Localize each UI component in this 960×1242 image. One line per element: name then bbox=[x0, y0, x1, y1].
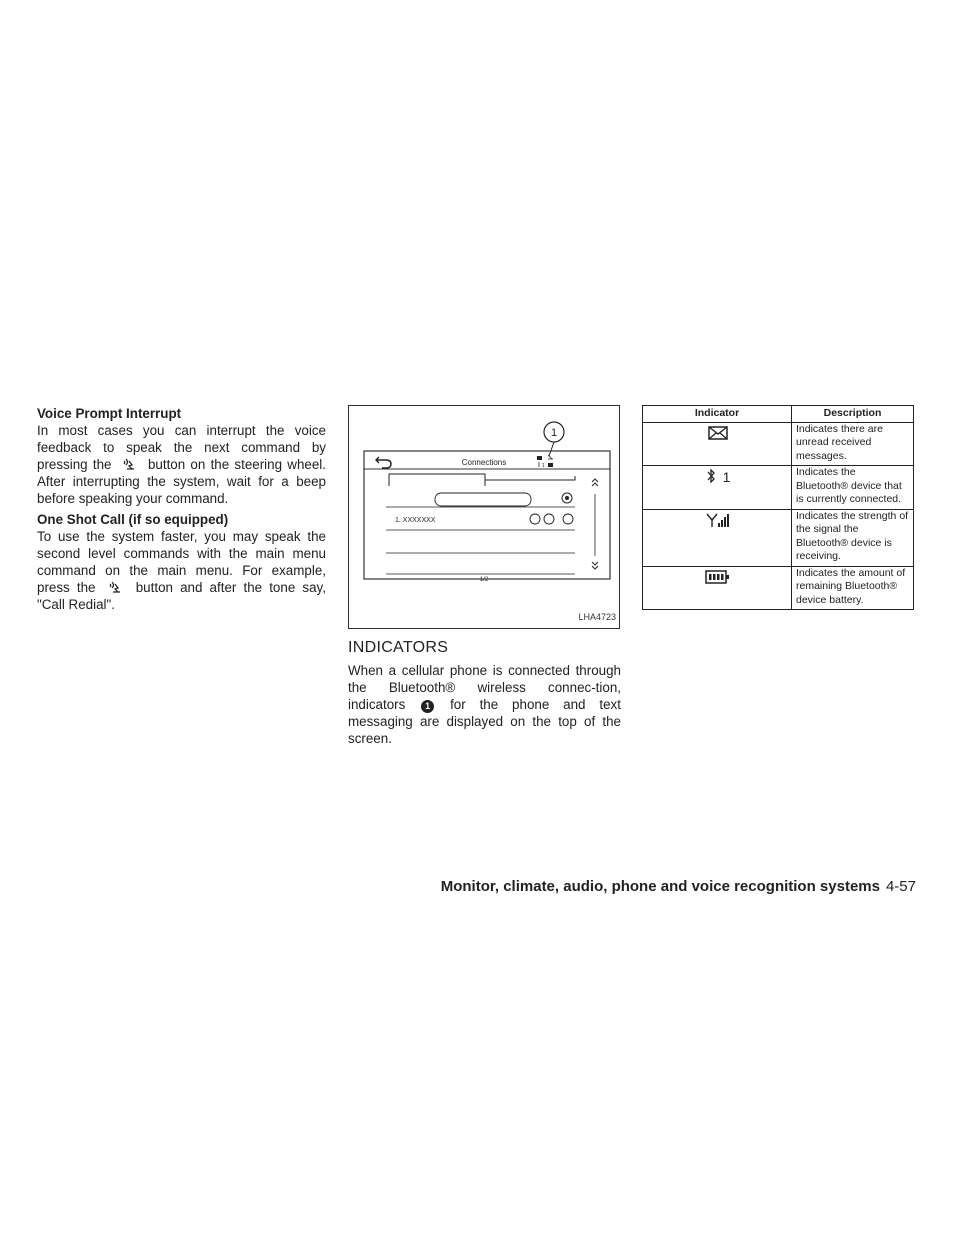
connections-screen-illustration bbox=[349, 406, 619, 628]
paragraph-one-shot-b: button and after the tone say, "Call Redial". bbox=[37, 580, 326, 612]
figure-code: LHA4723 bbox=[578, 612, 616, 622]
table-row bbox=[643, 422, 914, 466]
paragraph-one-shot bbox=[37, 528, 326, 613]
description-cell: Indicates the strength of the signal the Bluetooth® device is receiving. bbox=[792, 509, 914, 566]
connections-screen-figure bbox=[348, 405, 620, 629]
bluetooth-icon bbox=[705, 468, 717, 484]
column-1 bbox=[37, 405, 326, 617]
envelope-icon bbox=[707, 425, 729, 441]
back-arrow-icon bbox=[376, 457, 391, 468]
heading-voice-prompt-interrupt: Voice Prompt Interrupt bbox=[37, 406, 182, 421]
talk-button-icon bbox=[103, 580, 129, 594]
heading-one-shot-call: One Shot Call (if so equipped) bbox=[37, 512, 229, 527]
bluetooth-device-number: 1 bbox=[722, 469, 731, 485]
heading-indicators: INDICATORS bbox=[348, 639, 449, 656]
figure-list-item: 1. XXXXXXX bbox=[395, 517, 436, 524]
description-cell: Indicates there are unread received messages. bbox=[792, 422, 914, 466]
figure-screen-title: Connections bbox=[461, 458, 507, 467]
signal-strength-icon bbox=[706, 512, 730, 528]
table-row bbox=[643, 466, 914, 510]
page-footer bbox=[432, 878, 916, 895]
svg-text:1: 1 bbox=[542, 463, 545, 469]
table-header-row bbox=[643, 406, 914, 423]
paragraph-voice-prompt bbox=[37, 422, 326, 507]
figure-callout-label: 1 bbox=[550, 427, 558, 439]
callout-1-badge: 1 bbox=[421, 700, 434, 713]
indicator-table bbox=[642, 405, 914, 610]
description-cell: Indicates the amount of remaining Bluetooth® device battery. bbox=[792, 566, 914, 610]
figure-page-indicator: 1/2 bbox=[479, 577, 489, 583]
paragraph-voice-prompt-a: In most cases you can interrupt the voice feedback to speak the next command by pressing the bbox=[37, 423, 326, 472]
battery-icon bbox=[704, 569, 732, 585]
paragraph-indicators-b: for the phone and text messaging are displayed on the top of the screen. bbox=[348, 697, 621, 746]
talk-button-icon bbox=[117, 457, 143, 471]
paragraph-one-shot-a: To use the system faster, you may speak the second level commands with the main menu command on the main menu. For example, press the bbox=[37, 529, 326, 595]
table-row bbox=[643, 566, 914, 610]
column-3 bbox=[642, 405, 914, 610]
status-indicators-icon bbox=[537, 455, 553, 469]
paragraph-voice-prompt-b: button on the steering wheel. After interrupting the system, wait for a beep before speaking your command. bbox=[37, 457, 326, 506]
table-row bbox=[643, 509, 914, 566]
footer-section-title: Monitor, climate, audio, phone and voice recognition systems bbox=[440, 878, 880, 895]
page-number: 4-57 bbox=[885, 878, 916, 895]
description-cell: Indicates the Bluetooth® device that is currently connected. bbox=[792, 466, 914, 510]
paragraph-indicators bbox=[348, 662, 621, 747]
table-header-indicator: Indicator bbox=[643, 406, 792, 423]
paragraph-indicators-a: When a cellular phone is connected through the Bluetooth® wireless connec-tion, indicators bbox=[348, 663, 621, 712]
column-2 bbox=[348, 405, 621, 751]
table-header-description: Description bbox=[792, 406, 914, 423]
